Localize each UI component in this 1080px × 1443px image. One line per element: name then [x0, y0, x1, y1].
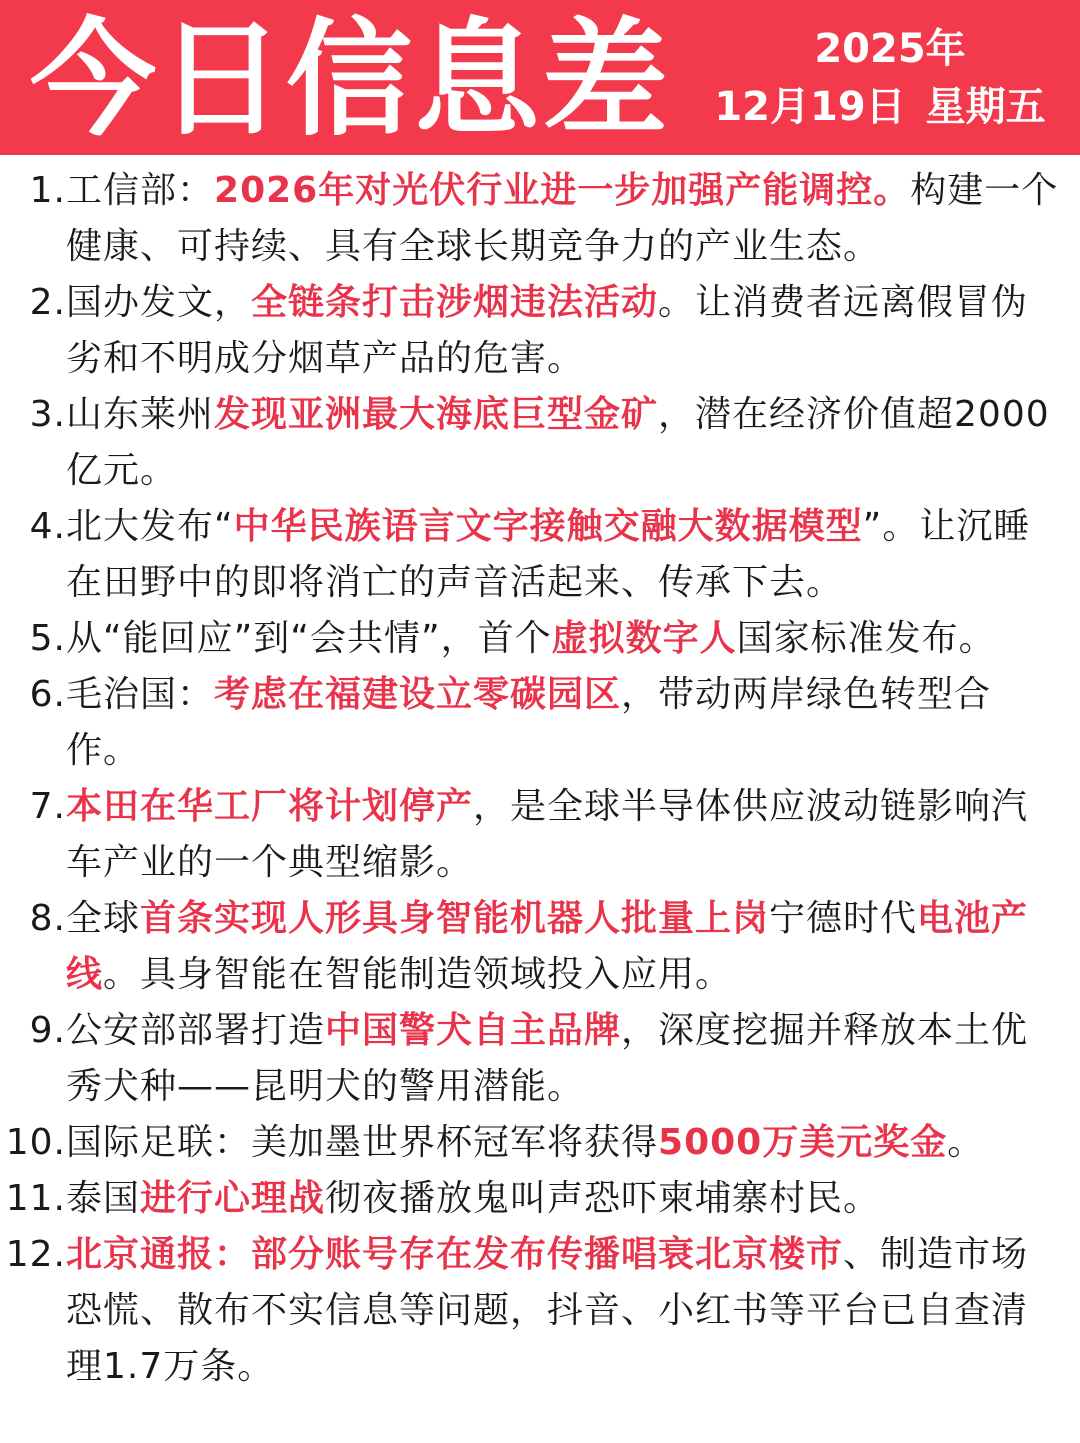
news-text: ，深度挖掘并释放本土优秀犬种——昆明犬的警用潜能。 — [66, 1010, 1029, 1107]
news-highlight-text: 考虑在福建设立零碳园区 — [214, 674, 622, 715]
title-banner — [0, 0, 1080, 155]
news-highlight-text: 进行心理战 — [140, 1178, 326, 1219]
news-highlight-text: 虚拟数字人 — [551, 618, 737, 659]
news-text: 北大发布“ — [66, 506, 234, 547]
news-highlight-text: 北京通报：部分账号存在发布传播唱衰北京楼市 — [66, 1234, 844, 1275]
news-item — [0, 667, 1080, 779]
date-weekday: 星期五 — [925, 84, 1046, 130]
news-list — [0, 163, 1080, 1395]
news-text: 。让消费者远离假冒伪劣和不明成分烟草产品的危害。 — [66, 282, 1029, 379]
news-item-number: 5. — [29, 618, 66, 659]
news-highlight-text: 5000万美元奖金 — [658, 1122, 948, 1163]
news-text: 彻夜播放鬼叫声恐吓柬埔寨村民。 — [325, 1178, 881, 1219]
news-text: ，潜在经济价值超2000亿元。 — [66, 394, 1050, 491]
news-item — [0, 387, 1080, 499]
news-text: 国际足联：美加墨世界杯冠军将获得 — [66, 1122, 659, 1163]
news-highlight-text: 全链条打击涉烟违法活动 — [251, 282, 659, 323]
news-item-number: 7. — [29, 786, 66, 827]
news-item — [0, 275, 1080, 387]
news-item — [0, 1171, 1080, 1227]
news-text: 工信部： — [66, 170, 215, 211]
news-highlight-text: 本田在华工厂将计划停产 — [66, 786, 474, 827]
news-item-number: 2. — [29, 282, 66, 323]
news-text: 构建一个健康、可持续、具有全球长期竞争力的产业生态。 — [66, 170, 1059, 267]
page-title: 今日信息差 — [30, 6, 670, 153]
news-text: 泰国 — [66, 1178, 141, 1219]
date-line — [700, 76, 1060, 138]
news-highlight-text: 中国警犬自主品牌 — [325, 1010, 622, 1051]
news-highlight-text: 中华民族语言文字接触交融大数据模型 — [233, 506, 863, 547]
news-text: 。 — [947, 1122, 985, 1163]
news-item — [0, 891, 1080, 1003]
news-text: 、制造市场恐慌、散布不实信息等问题，抖音、小红书等平台已自查清理1.7万条。 — [66, 1234, 1029, 1387]
news-text: ，带动两岸绿色转型合作。 — [66, 674, 992, 771]
news-highlight-text: 发现亚洲最大海底巨型金矿 — [214, 394, 659, 435]
news-highlight-text: 电池产线 — [66, 898, 1029, 995]
news-text: 宁德时代 — [769, 898, 918, 939]
date-block — [700, 22, 1060, 138]
news-item-number: 4. — [29, 506, 66, 547]
news-text: 国家标准发布。 — [736, 618, 996, 659]
news-highlight-text: 2026年对光伏行业进一步加强产能调控。 — [214, 170, 911, 211]
news-text: 从“能回应”到“会共情”，首个 — [66, 618, 552, 659]
news-item — [0, 1227, 1080, 1395]
news-item-number: 6. — [29, 674, 66, 715]
news-text: 全球 — [66, 898, 141, 939]
news-item-number: 9. — [29, 1010, 66, 1051]
news-item-number: 12. — [5, 1234, 66, 1275]
news-item — [0, 163, 1080, 275]
news-highlight-text: 首条实现人形具身智能机器人批量上岗 — [140, 898, 770, 939]
news-item-number: 3. — [29, 394, 66, 435]
news-text: 国办发文， — [66, 282, 252, 323]
date-day: 12月19日 — [714, 84, 906, 130]
news-text: 山东莱州 — [66, 394, 215, 435]
news-item — [0, 1115, 1080, 1171]
news-item — [0, 611, 1080, 667]
date-year: 2025年 — [814, 26, 966, 72]
news-text: 公安部部署打造 — [66, 1010, 326, 1051]
news-item-number: 8. — [29, 898, 66, 939]
news-item — [0, 1003, 1080, 1115]
news-item-number: 10. — [5, 1122, 66, 1163]
news-item-number: 11. — [5, 1178, 66, 1219]
news-item — [0, 499, 1080, 611]
news-text: ”。让沉睡在田野中的即将消亡的声音活起来、传承下去。 — [66, 506, 1031, 603]
news-item — [0, 779, 1080, 891]
news-text: 毛治国： — [66, 674, 215, 715]
news-item-number: 1. — [29, 170, 66, 211]
news-text: 。具身智能在智能制造领域投入应用。 — [103, 954, 733, 995]
news-text: ，是全球半导体供应波动链影响汽车产业的一个典型缩影。 — [66, 786, 1029, 883]
